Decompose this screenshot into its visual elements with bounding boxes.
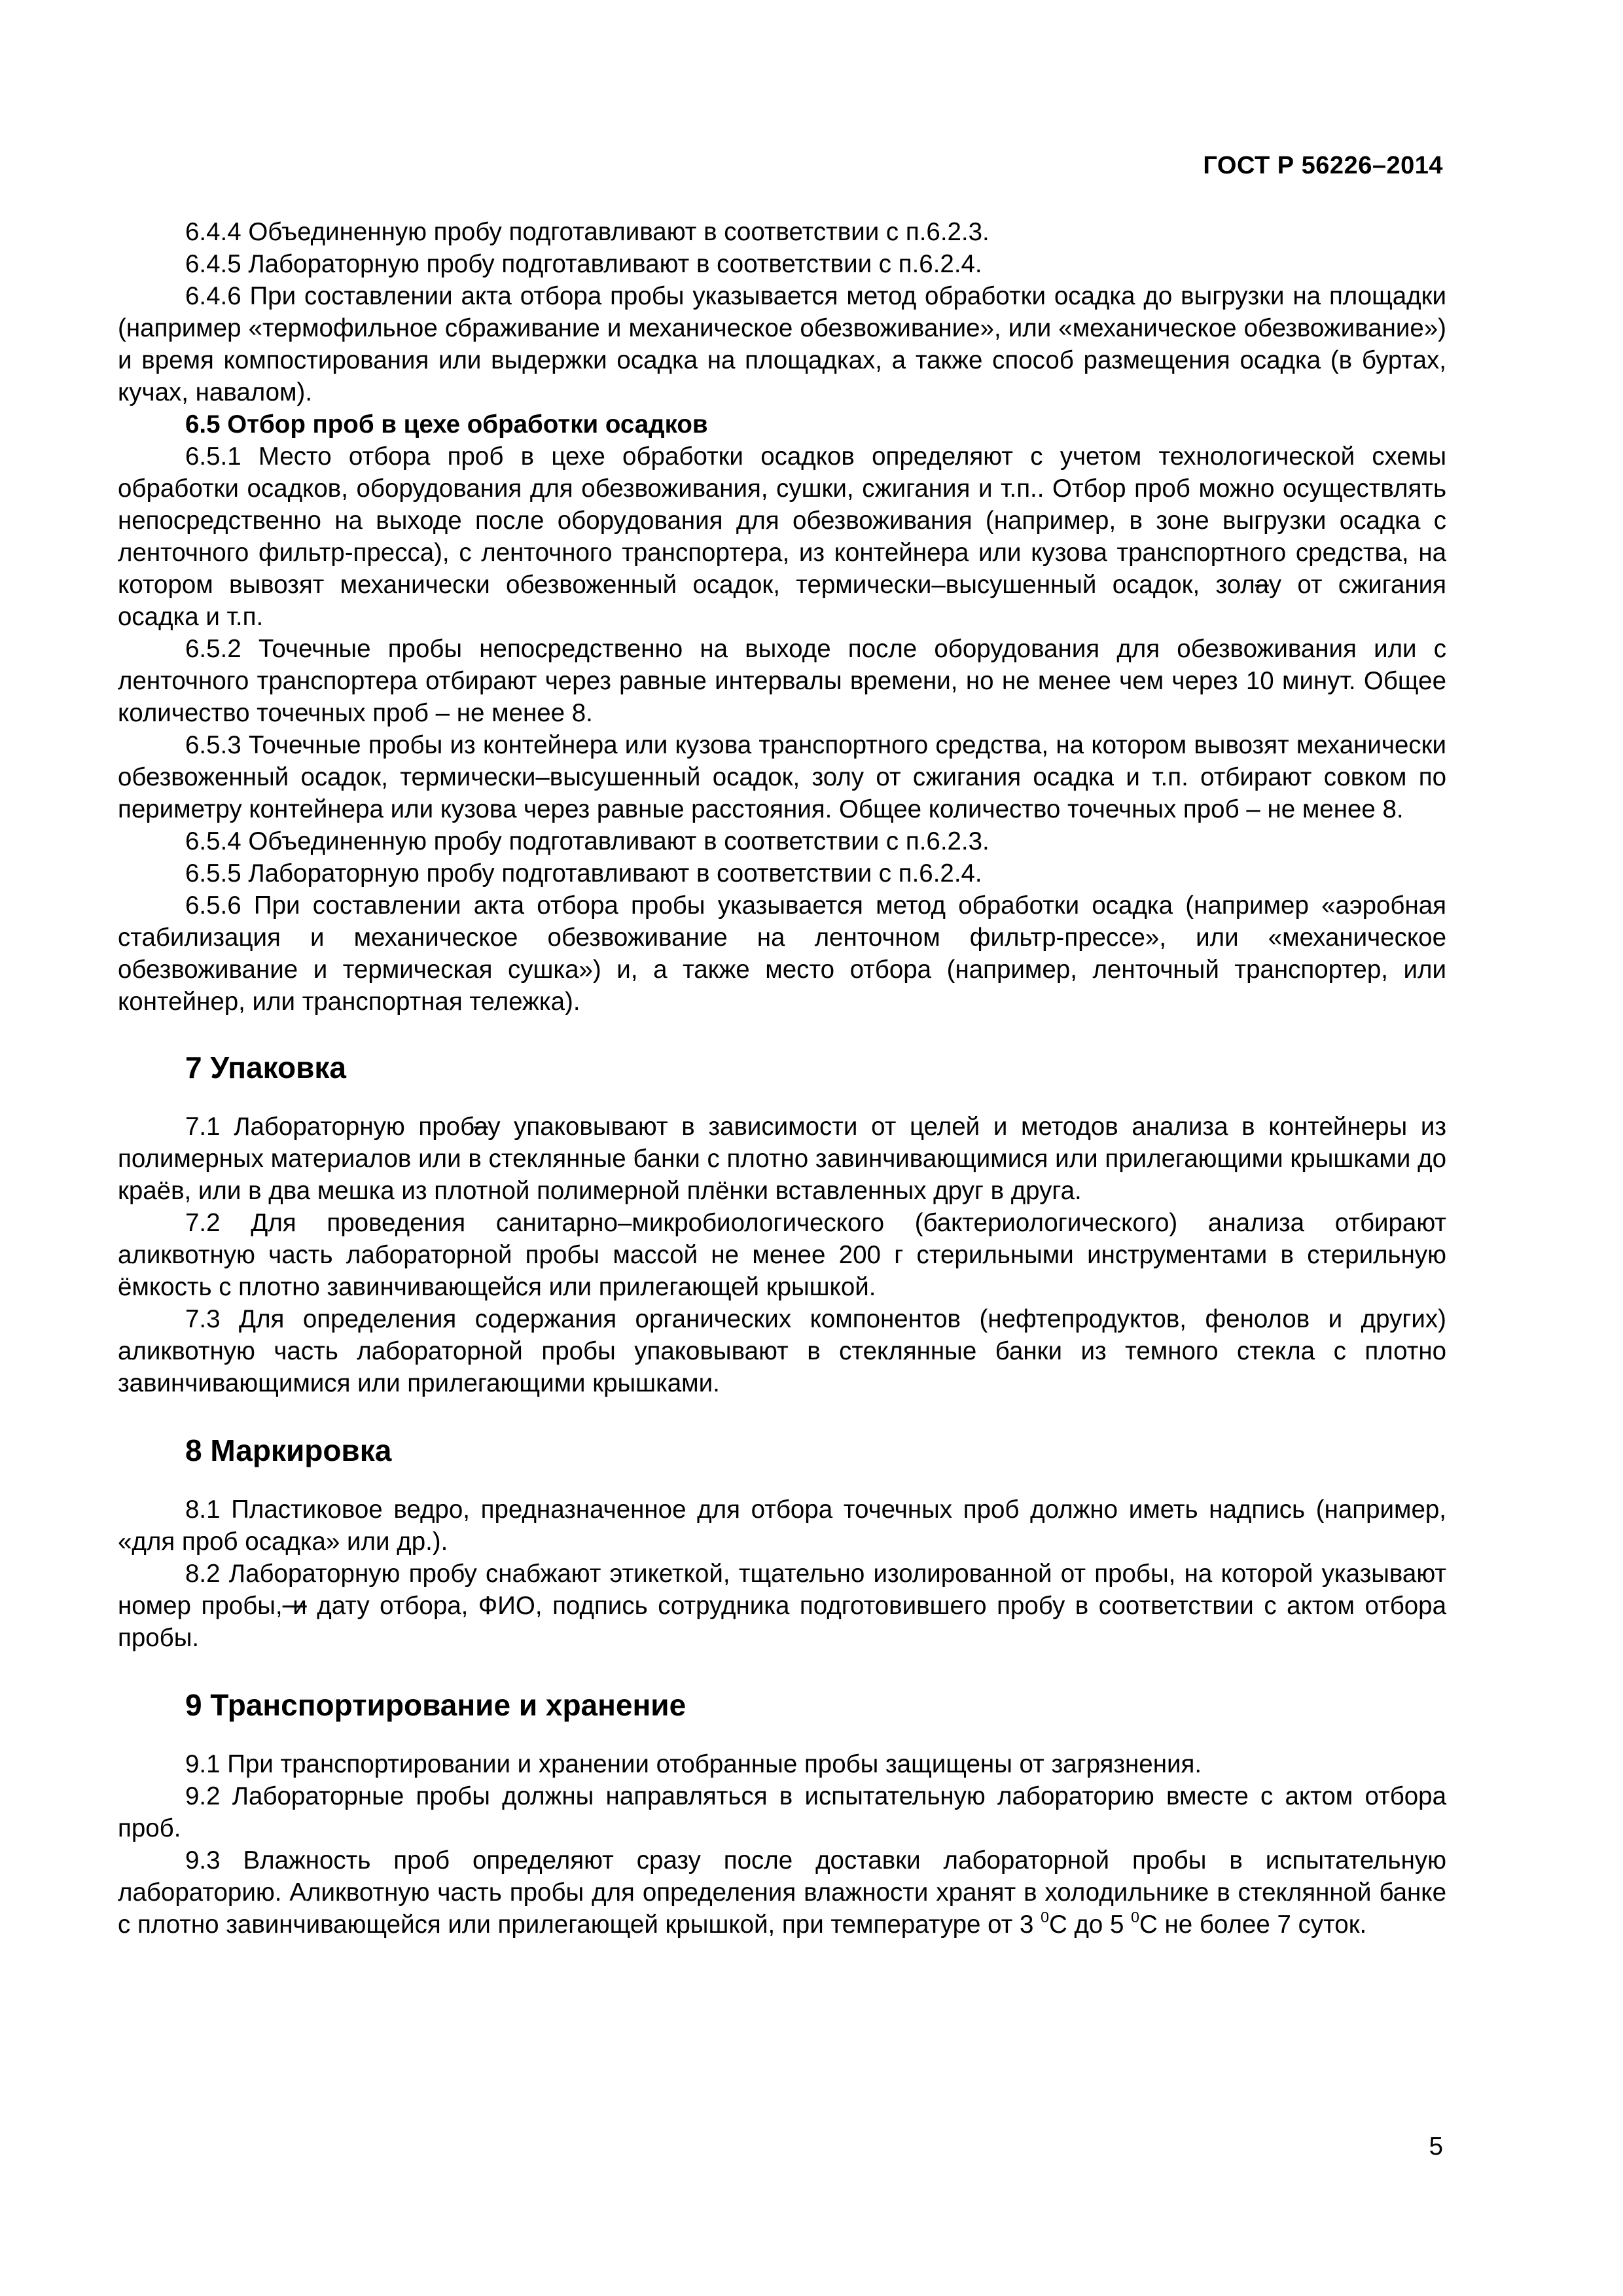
paragraph-8-1: 8.1 Пластиковое ведро, предназначенное для отбора точечных проб должно иметь надпись (например, «для проб осадка» или др.).: [118, 1496, 1446, 1556]
paragraph-9-2: 9.2 Лабораторные пробы должны направляться в испытательную лабораторию вместе с актом отбора проб.: [118, 1782, 1446, 1842]
paragraph-6-4-5: 6.4.5 Лабораторную пробу подготавливают в соответствии с п.6.2.4.: [185, 250, 982, 278]
paragraph-6-5-6: 6.5.6 При составлении акта отбора пробы указывается метод обработки осадка (например «аэробная стабилизация и механическое обезвоживание на ленточном фильтр-прессе», или «механическое обезвоживание и термическая сушка») и, а также место отбора (например, ленточный транспортер, или контейнер, или транспортная тележка).: [118, 891, 1446, 1016]
document-standard-id: ГОСТ Р 56226–2014: [1203, 152, 1443, 179]
struck-text: а: [474, 1113, 488, 1141]
paragraph-text: 7.1 Лабораторную проб: [185, 1113, 474, 1141]
section-heading-8: 8 Маркировка: [185, 1433, 392, 1467]
paragraph-6-5-4: 6.5.4 Объединенную пробу подготавливают в соответствии с п.6.2.3.: [185, 827, 990, 855]
paragraph-text: 8.2 Лабораторную пробу снабжают этикеткой, тщательно изолированной от пробы, на которой указывают номер пробы,: [118, 1560, 1446, 1620]
paragraph-6-4-4: 6.4.4 Объединенную пробу подготавливают в соответствии с п.6.2.3.: [185, 218, 990, 246]
paragraph-text: у упаковывают в зависимости от целей и методов анализа в контейнеры из полимерных материалов или в стеклянные банки с плотно завинчивающимися или прилегающими крышками до краёв, или в два мешка из плотной полимерной плёнки вставленных друг в друга.: [118, 1113, 1446, 1205]
paragraph-6-5-5: 6.5.5 Лабораторную пробу подготавливают в соответствии с п.6.2.4.: [185, 859, 982, 888]
degree-superscript: 0: [1041, 1908, 1049, 1926]
section-heading-7: 7 Упаковка: [185, 1050, 346, 1085]
paragraph-text: дату отбора, ФИО, подпись сотрудника подготовившего пробу в соответствии с актом отбора пробы.: [118, 1592, 1446, 1652]
paragraph-text: С до 5: [1048, 1910, 1132, 1939]
struck-text: и: [282, 1592, 307, 1620]
paragraph-9-1: 9.1 При транспортировании и хранении отобранные пробы защищены от загрязнения.: [185, 1750, 1202, 1778]
page-body: [118, 216, 1446, 1941]
paragraph-text: 6.5.1 Место отбора проб в цехе обработки осадков определяют с учетом технологической схемы обработки осадков, оборудования для обезвоживания, сушки, сжигания и т.п.. Отбор проб можно осуществлять непосредственно на выходе после оборудования для обезвоживания (например, в зоне выгрузки осадка с ленточного фильтр-пресса), с ленточного транспортера, из контейнера или кузова транспортного средства, на котором вывозят механически обезвоженный осадок, термически–высушенный осадок, зол: [118, 442, 1446, 599]
paragraph-text: С не более 7 суток.: [1139, 1910, 1367, 1939]
subsection-title-6-5: 6.5 Отбор проб в цехе обработки осадков: [185, 410, 708, 439]
paragraph-6-5-1: [118, 440, 1446, 633]
degree-superscript: 0: [1131, 1908, 1139, 1926]
paragraph-7-3: 7.3 Для определения содержания органических компонентов (нефтепродуктов, фенолов и других) аликвотную часть лабораторной пробы упаковывают в стеклянные банки из темного стекла с плотно завинчивающимися или прилегающими крышками.: [118, 1305, 1446, 1397]
paragraph-6-5-3: 6.5.3 Точечные пробы из контейнера или кузова транспортного средства, на котором вывозят механически обезвоженный осадок, термически–высушенный осадок, золу от сжигания осадка и т.п. отбирают совком по периметру контейнера или кузова через равные расстояния. Общее количество точечных проб – не менее 8.: [118, 731, 1446, 823]
paragraph-6-5-2: 6.5.2 Точечные пробы непосредственно на выходе после оборудования для обезвоживания или с ленточного транспортера отбирают через равные интервалы времени, но не менее чем через 10 минут. Общее количество точечных проб – не менее 8.: [118, 635, 1446, 727]
section-heading-9: 9 Транспортирование и хранение: [185, 1688, 687, 1722]
paragraph-7-2: 7.2 Для проведения санитарно–микробиологического (бактериологического) анализа отбирают аликвотную часть лабораторной пробы массой не менее 200 г стерильными инструментами в стерильную ёмкость с плотно завинчивающейся или прилегающей крышкой.: [118, 1209, 1446, 1301]
paragraph-9-3: [118, 1844, 1446, 1941]
paragraph-7-1: [118, 1111, 1446, 1207]
page-number: 5: [1429, 2132, 1443, 2161]
paragraph-text: у от сжигания осадка и т.п.: [118, 571, 1446, 631]
paragraph-6-4-6: 6.4.6 При составлении акта отбора пробы указывается метод обработки осадка до выгрузки на площадки (например «термофильное сбраживание и механическое обезвоживание», или «механическое обезвоживание») и время компостирования или выдержки осадка на площадках, а также способ размещения осадка (в буртах, кучах, навалом).: [118, 282, 1446, 406]
struck-text: а: [1255, 571, 1269, 599]
paragraph-8-2: [118, 1558, 1446, 1654]
paragraph-text: 9.3 Влажность проб определяют сразу после доставки лабораторной пробы в испытательную лабораторию. Аликвотную часть пробы для определения влажности хранят в холодильнике в стеклянной банке с плотно завинчивающейся или прилегающей крышкой, при температуре от 3: [118, 1846, 1446, 1939]
